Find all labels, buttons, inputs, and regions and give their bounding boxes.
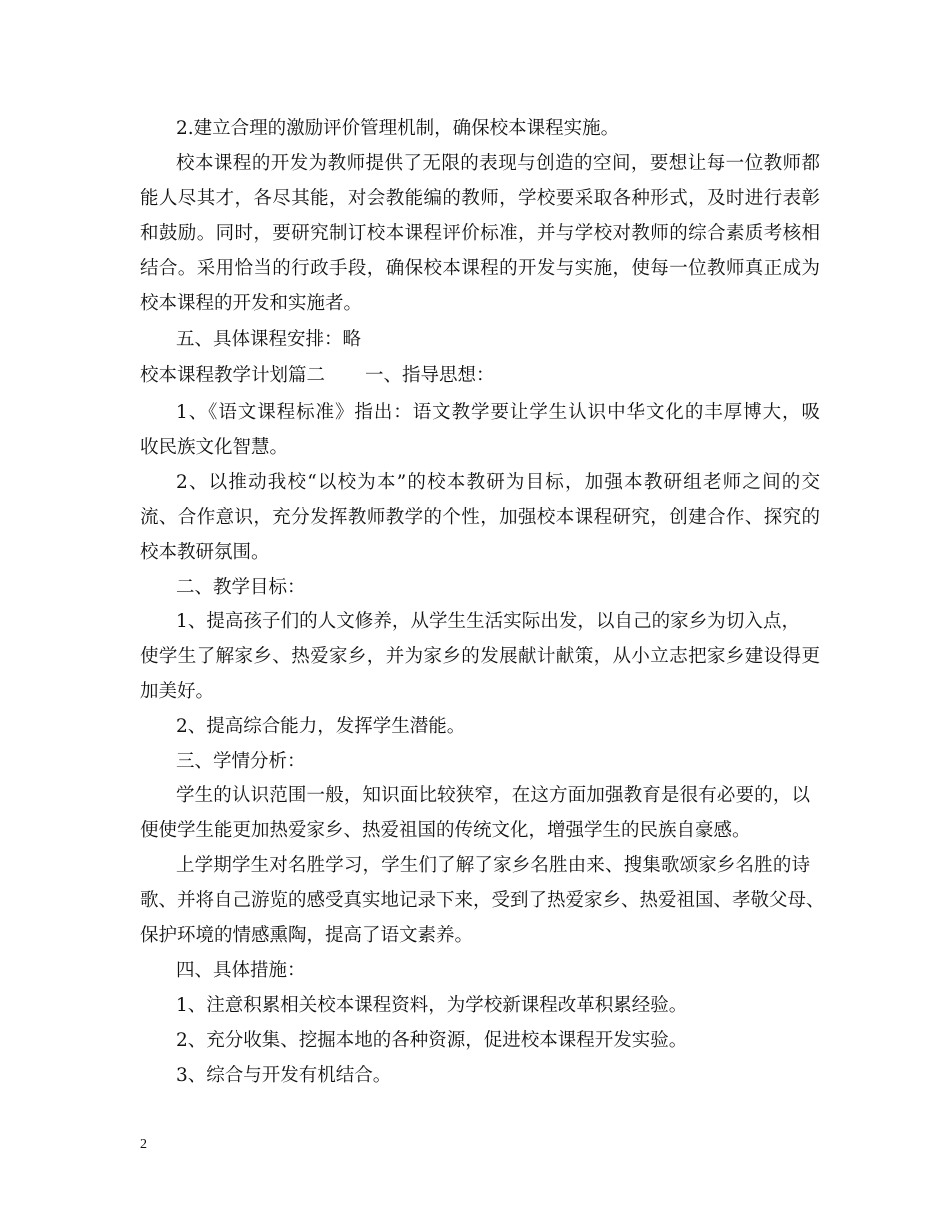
paragraph-line: 加美好。 <box>140 681 215 702</box>
paragraph-line: 1、提高孩子们的人文修养，从学生生活实际出发，以自己的家乡为切入点， <box>176 611 800 632</box>
paragraph-line: 校本教研氛围。 <box>140 542 270 563</box>
paragraph-line: 歌、并将自己游览的感受真实地记录下来，受到了热爱家乡、热爱祖国、孝敬父母、 <box>140 890 825 911</box>
subsection-heading: 三、学情分析： <box>176 751 306 772</box>
section-title: 校本课程教学计划篇二 <box>140 365 326 386</box>
subsection-heading: 一、指导思想： <box>365 365 495 386</box>
page-number: 2 <box>140 1137 147 1152</box>
paragraph-line: 便使学生能更加热爱家乡、热爱祖国的传统文化，增强学生的民族自豪感。 <box>140 820 751 841</box>
paragraph-line: 收民族文化智慧。 <box>140 437 289 458</box>
paragraph-line: 1、《语文课程标准》指出：语文教学要让学生认识中华文化的丰厚博大，吸 <box>176 402 820 423</box>
paragraph-line: 2、以推动我校“以校为本”的校本教研为目标，加强本教研组老师之间的交 <box>176 472 820 493</box>
paragraph-line: 保护环境的情感熏陶，提高了语文素养。 <box>140 925 474 946</box>
paragraph-line: 学生的认识范围一般，知识面比较狭窄，在这方面加强教育是很有必要的，以 <box>176 785 810 806</box>
paragraph-line: 1、注意积累相关校本课程资料，为学校新课程改革积累经验。 <box>176 995 688 1016</box>
paragraph-line: 流、合作意识，充分发挥教师教学的个性，加强校本课程研究，创建合作、探究的 <box>140 507 820 528</box>
paragraph-line: 2、提高综合能力，发挥学生潜能。 <box>176 716 466 737</box>
subsection-heading: 二、教学目标： <box>176 577 306 598</box>
paragraph-line: 能人尽其才，各尽其能，对会教能编的教师，学校要采取各种形式，及时进行表彰 <box>140 188 820 209</box>
paragraph-line: 2、充分收集、挖掘本地的各种资源，促进校本课程开发实验。 <box>176 1030 688 1051</box>
paragraph-line: 2.建立合理的激励评价管理机制，确保校本课程实施。 <box>176 118 620 139</box>
section-heading-line <box>140 364 820 388</box>
paragraph-line: 使学生了解家乡、热爱家乡，并为家乡的发展献计献策，从小立志把家乡建设得更 <box>140 646 820 667</box>
paragraph-line: 校本课程的开发和实施者。 <box>140 293 363 314</box>
subsection-heading: 四、具体措施： <box>176 960 306 981</box>
paragraph-line: 校本课程的开发为教师提供了无限的表现与创造的空间，要想让每一位教师都 <box>176 153 820 174</box>
paragraph-line: 五、具体课程安排：略 <box>176 329 362 350</box>
paragraph-line: 结合。采用恰当的行政手段，确保校本课程的开发与实施，使每一位教师真正成为 <box>140 258 820 279</box>
paragraph-line: 3、综合与开发有机结合。 <box>176 1065 392 1086</box>
paragraph-line: 和鼓励。同时，要研究制订校本课程评价标准，并与学校对教师的综合素质考核相 <box>140 223 820 244</box>
paragraph-line: 上学期学生对名胜学习，学生们了解了家乡名胜由来、搜集歌颂家乡名胜的诗 <box>176 855 810 876</box>
